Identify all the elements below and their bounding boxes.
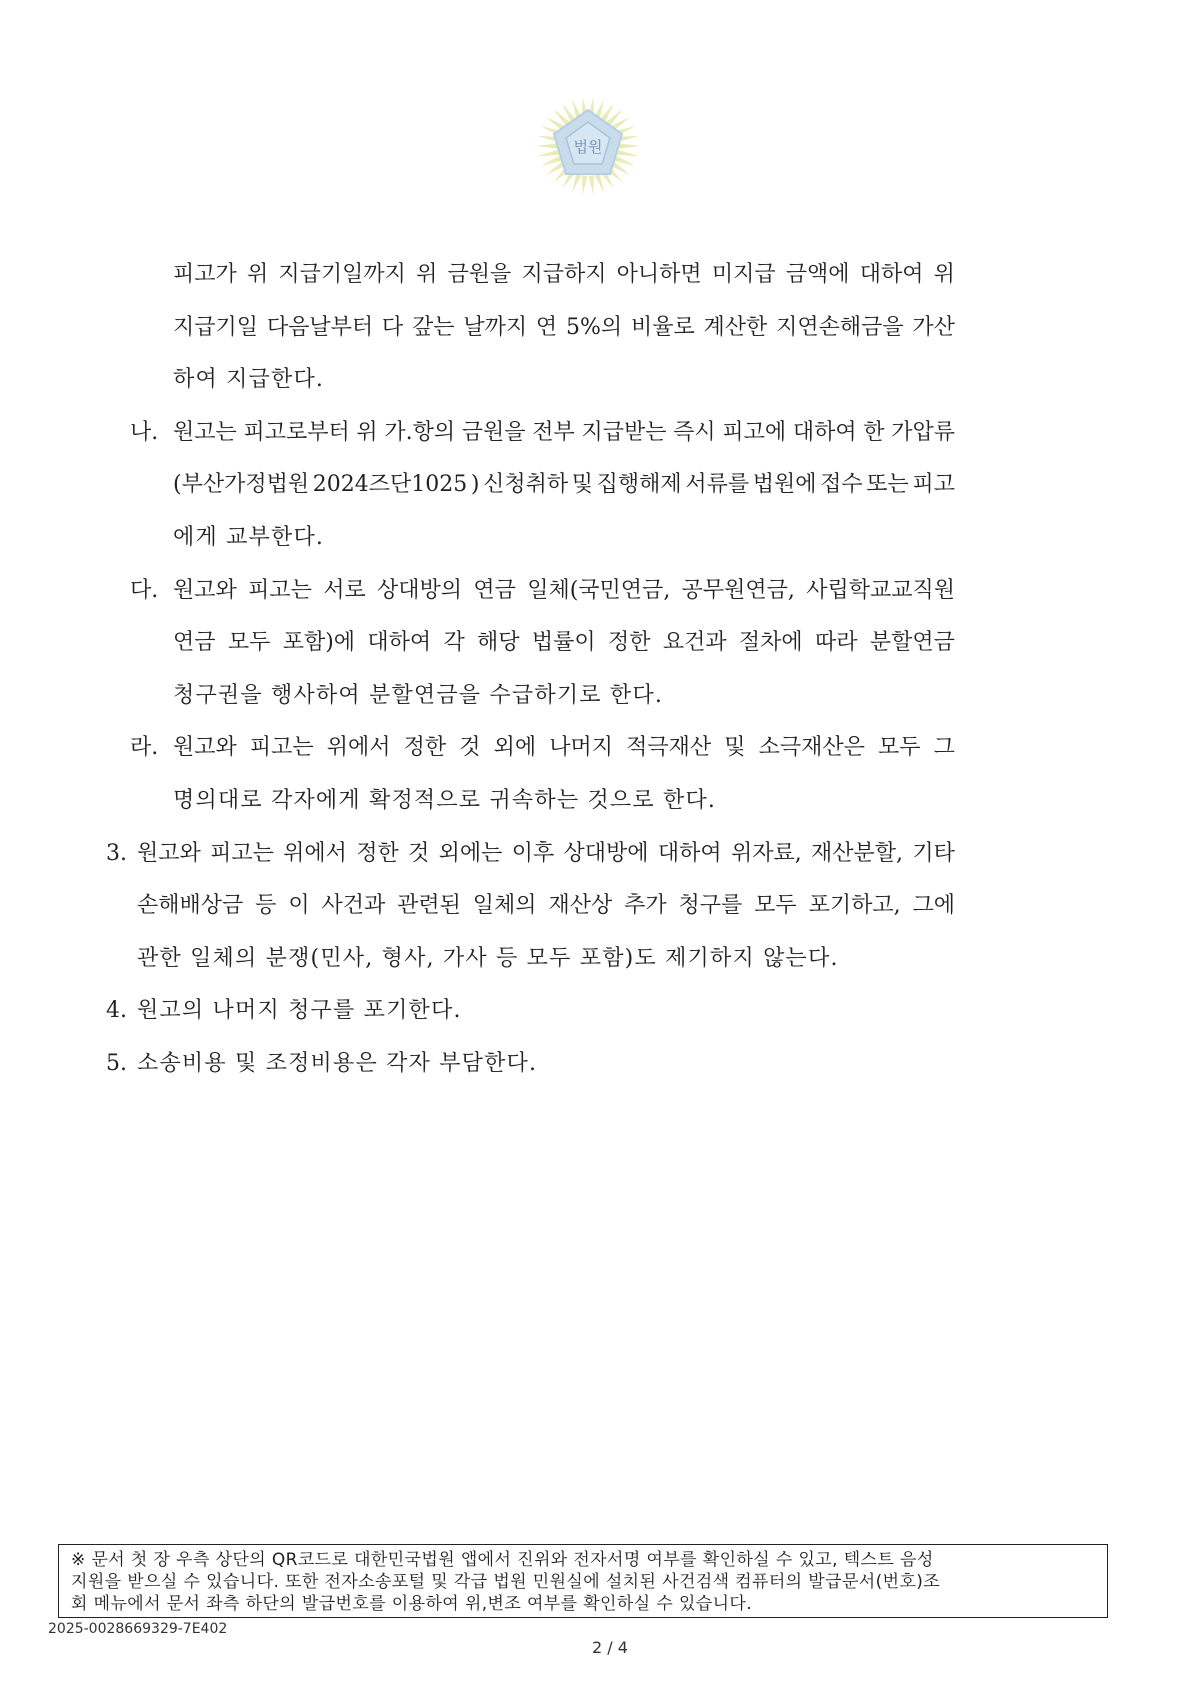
item-marker: 다. (130, 577, 159, 603)
word: 대하여 (792, 419, 857, 445)
word: 나머지 (549, 735, 614, 761)
word: 지급기일 (173, 314, 259, 340)
notice-line: ※ 문서 첫 장 우측 상단의 QR코드로 대한민국법원 앱에서 진위와 전자서명 여부를 확인하실 수 있고, 텍스트 음성 (71, 1550, 934, 1570)
word: 피고 (912, 472, 955, 498)
word: 및 (724, 735, 746, 761)
word: 포함)에 (282, 630, 356, 656)
word: 접수 (820, 472, 863, 498)
word: 정한 (403, 735, 447, 761)
word: 연금 (473, 577, 516, 603)
court-seal (528, 88, 648, 198)
seal-ray (588, 175, 593, 195)
word: 관련된 (397, 893, 461, 919)
word: 가압류 (891, 419, 955, 445)
word: 청구를 (678, 893, 743, 919)
word: 일체의 (472, 893, 537, 919)
word: 정한 (356, 840, 399, 866)
item-marker: 3. (106, 840, 127, 866)
body-line (173, 418, 955, 448)
body-line: 원고의 나머지 청구를 포기한다. (137, 998, 462, 1024)
page-number: 2 / 4 (592, 1638, 628, 1657)
word: 비율로 (630, 314, 695, 340)
word: 따라 (815, 630, 858, 656)
word: 계산한 (703, 314, 768, 340)
body-line: 소송비용 및 조정비용은 각자 부담한다. (137, 1051, 538, 1076)
word: 것 (459, 735, 481, 761)
word: 대하여 (859, 262, 924, 287)
word: 연 (535, 314, 558, 340)
item-marker: 라. (130, 735, 159, 761)
word: 정한 (607, 630, 651, 656)
issue-number: 2025-0028669329-7E402 (48, 1621, 228, 1637)
word: 피고가 (173, 262, 237, 287)
word: 각 (443, 630, 465, 656)
word: 지급기일까지 (278, 262, 406, 287)
body-line (173, 733, 955, 763)
verification-notice (58, 1544, 1108, 1618)
word: 위 (933, 262, 955, 287)
seal-ray (536, 143, 558, 148)
word: 손해배상금 (137, 893, 244, 919)
word: 재산상 (548, 893, 613, 919)
seal-ray (537, 150, 559, 157)
body-line: 청구권을 행사하여 분할연금을 수급하기로 한다. (173, 682, 664, 708)
word: 법원에 (752, 472, 817, 498)
word: 대하여 (367, 630, 432, 656)
court-seal-graphic (528, 88, 648, 198)
word: 절차에 (738, 630, 803, 656)
body-line: 관한 일체의 분쟁(민사, 형사, 가사 등 모두 포함)도 제기하지 않는다. (137, 945, 839, 971)
word: 미지급 (711, 262, 776, 287)
word: 재산분할, (811, 840, 904, 866)
word: (부산가정법원 (173, 472, 310, 498)
word: 이 (288, 893, 310, 919)
body-line (137, 839, 955, 869)
word: 신청취하 (483, 472, 569, 498)
word: 위에서 (283, 840, 347, 866)
word: 기타 (912, 840, 955, 866)
seal-ray (617, 150, 639, 157)
notice-line: 지원을 받으실 수 있습니다. 또한 전자소송포털 및 각급 법원 민원실에 설치된 사건검색 컴퓨터의 발급문서(번호)조 (71, 1572, 941, 1592)
body-line (173, 576, 955, 606)
word: 분할연금 (869, 630, 955, 656)
word: 대하여 (657, 840, 722, 866)
word: 다음날부터 (266, 314, 374, 340)
body-line (137, 891, 955, 921)
word: 집행해제 (596, 472, 682, 498)
word: 원고와 (137, 840, 201, 866)
word: 위 (416, 262, 438, 287)
body-line: 하여 지급한다. (173, 367, 325, 393)
word: ) (470, 472, 480, 498)
word: 가.항의 (384, 419, 456, 445)
word: 아니하면 (616, 262, 702, 287)
body-line: 에게 교부한다. (173, 525, 325, 550)
word: 한 (863, 419, 885, 445)
seal-text: 법원 (573, 138, 603, 156)
word: 이후 (511, 840, 555, 866)
item-marker: 나. (130, 419, 159, 445)
word: 모두 (227, 630, 271, 656)
word: 그 (933, 735, 955, 761)
body-line (173, 313, 955, 343)
body-line (173, 470, 955, 500)
word: 가산 (912, 314, 955, 340)
word: 원고와 (173, 735, 237, 761)
word: 원고와 (173, 577, 237, 603)
word: 서류를 (685, 472, 750, 498)
word: 원고는 (173, 419, 237, 445)
item-marker: 4. (106, 998, 127, 1024)
word: 등 (255, 893, 277, 919)
word: 날까지 (463, 314, 528, 340)
word: 금액에 (785, 262, 850, 287)
word: 또는 (866, 472, 909, 498)
word: 위자료, (730, 840, 802, 866)
seal-ray (582, 175, 587, 195)
word: 피고로부터 (243, 419, 350, 445)
seal-ray (572, 174, 581, 193)
word: 공무원연금, (681, 577, 795, 603)
word: 포기하고, (808, 893, 901, 919)
word: 모두 (754, 893, 797, 919)
word: 요건과 (662, 630, 727, 656)
word: 전부 (532, 419, 575, 445)
word: 소극재산은 (758, 735, 865, 761)
word: 및 (571, 472, 594, 498)
word: 해당 (477, 630, 520, 656)
notice-line: 회 메뉴에서 문서 좌측 하단의 발급번호를 이용하여 위,변조 여부를 확인하실 수 있습니다. (71, 1594, 753, 1614)
word: 5%의 (565, 314, 623, 340)
word: 위 (356, 419, 378, 445)
word: 지급하지 (521, 262, 607, 287)
word: 금원을 (461, 419, 526, 445)
word: 외에는 (438, 840, 503, 866)
word: 즉시 (673, 419, 716, 445)
word: 2024즈단1025 (312, 472, 468, 498)
word: 추가 (624, 893, 667, 919)
word: 것 (408, 840, 430, 866)
word: 위에서 (326, 735, 391, 761)
seal-ray (618, 143, 640, 148)
word: 피고는 (249, 735, 314, 761)
word: 갚는 (411, 314, 455, 340)
word: 지연손해금을 (776, 314, 904, 340)
body-line (173, 628, 955, 658)
word: 피고는 (210, 840, 274, 866)
word: 법률이 (531, 630, 596, 656)
word: 서로 (323, 577, 366, 603)
word: 일체(국민연금, (527, 577, 671, 603)
word: 외에 (493, 735, 537, 761)
word: 다 (381, 314, 404, 340)
word: 사립학교교직원 (806, 577, 955, 603)
item-marker: 5. (106, 1051, 127, 1076)
word: 모두 (878, 735, 921, 761)
body-line (173, 260, 955, 290)
word: 금원을 (447, 262, 512, 287)
word: 사건과 (321, 893, 386, 919)
word: 적극재산 (626, 735, 712, 761)
word: 상대방의 (377, 577, 463, 603)
word: 위 (246, 262, 269, 287)
word: 피고에 (722, 419, 787, 445)
body-line: 명의대로 각자에게 확정적으로 귀속하는 것으로 한다. (173, 788, 717, 813)
word: 지급받는 (581, 419, 667, 445)
word: 그에 (912, 893, 955, 919)
word: 피고는 (248, 577, 312, 603)
word: 연금 (173, 630, 216, 656)
seal-ray (595, 174, 604, 193)
word: 상대방에 (563, 840, 649, 866)
